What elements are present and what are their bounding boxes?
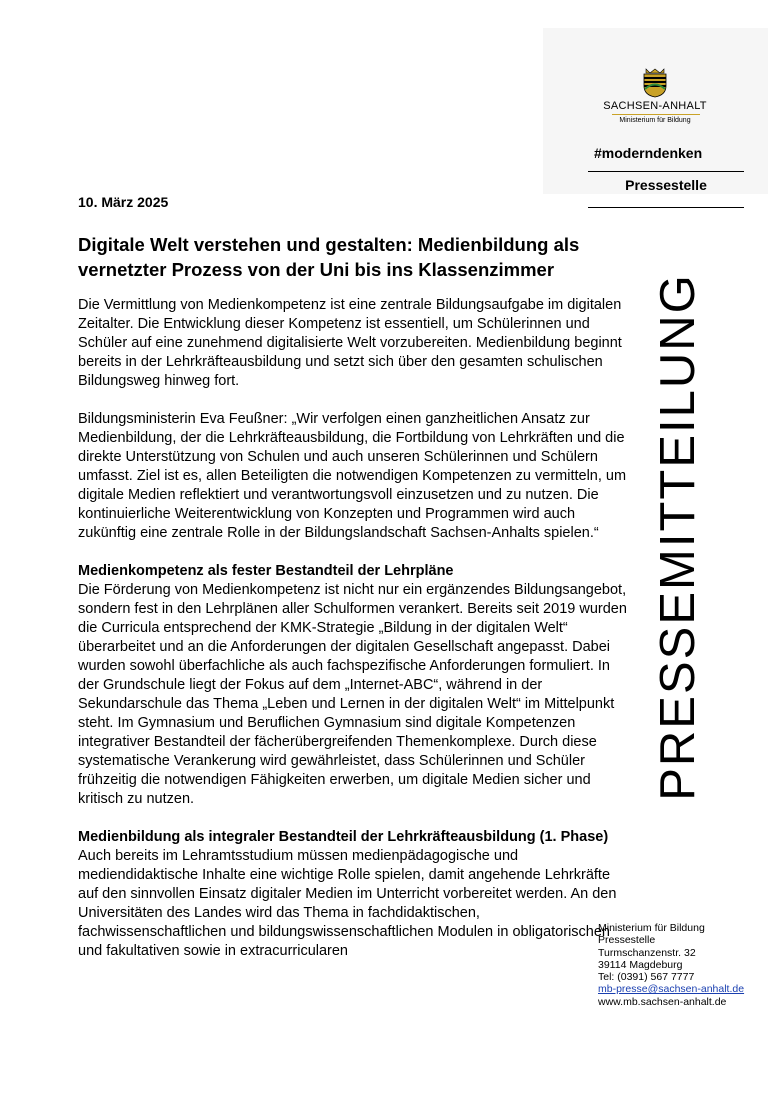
divider-top: [588, 171, 744, 172]
section-heading-lehrplaene: Medienkompetenz als fester Bestandteil der Lehrpläne: [78, 563, 454, 579]
divider-bottom: [588, 207, 744, 208]
footer-pressestelle: Pressestelle: [598, 934, 656, 947]
state-name: SACHSEN-ANHALT: [603, 100, 707, 112]
hashtag: #moderndenken: [594, 145, 703, 161]
release-date: 10. März 2025: [78, 194, 169, 210]
paragraph-intro: Die Vermittlung von Medienkompetenz ist eine zentrale Bildungsaufgabe im digitalen Zeitalter. Die Entwicklung dieser Kompetenz ist essentiell, um Schülerinnen und Schüler auf eine zunehmend digitalisierte Welt vorzubereiten. Medienbildung beginnt bereits in der Lehrkräfteausbildung und setzt sich über den gesamten schulischen Bildungsweg hinweg fort.: [78, 297, 622, 389]
footer-street: Turmschanzenstr. 32: [598, 946, 696, 959]
logo-divider: [612, 114, 700, 115]
section-heading-lehrkraefte: Medienbildung als integraler Bestandteil der Lehrkräfteausbildung (1. Phase): [78, 829, 609, 845]
article-body: [78, 232, 630, 980]
vertical-title: PRESSEMITTEILUNG: [651, 273, 705, 801]
ministry-logo-text: Ministerium für Bildung: [619, 117, 691, 124]
pressestelle-label: Pressestelle: [625, 177, 707, 193]
coat-of-arms-icon: [642, 68, 668, 98]
footer-ministry: Ministerium für Bildung: [598, 922, 705, 934]
footer-website[interactable]: www.mb.sachsen-anhalt.de: [598, 995, 727, 1008]
contact-footer: [598, 922, 744, 1008]
footer-email-link[interactable]: mb-presse@sachsen-anhalt.de: [598, 983, 745, 996]
section-text-lehrkraefte: Auch bereits im Lehramtsstudium müssen medienpädagogische und mediendidaktische Inhalte eine wichtige Rolle spielen, damit angehende Lehrkräfte auf den sinnvollen Einsatz digitaler Medien im Unterricht vorbereitet werden. An den Universitäten des Landes wird das Thema in fachdidaktischen, fachwissenschaftlichen und bildungswissenschaftlichen Modulen in obligatorischen und fakultativen sowie in extracurricularen: [78, 848, 617, 959]
section-text-lehrplaene: Die Förderung von Medienkompetenz ist nicht nur ein ergänzendes Bildungsangebot, sondern fest in den Lehrplänen aller Schulformen verankert. Bereits seit 2019 wurden die Curricula entsprechend der KMK-Strategie „Bildung in der digitalen Welt“ überarbeitet und an die Anforderungen der digitalen Gesellschaft angepasst. Dabei wurden sowohl überfachliche als auch fachspezifische Anforderungen formuliert. In der Grundschule liegt der Fokus auf dem „Internet-ABC“, während in der Sekundarschule das Thema „Leben und Lernen in der digitalen Welt“ im Mittelpunkt steht. Im Gymnasium und Beruflichen Gymnasium sind digitale Kompetenzen integrativer Bestandteil der fächerübergreifenden Themenkomplexe. Durch diese systematische Verankerung wird gewährleistet, dass Schülerinnen und Schüler frühzeitig die notwendigen Fähigkeiten erwerben, um digitale Medien sicher und kritisch zu nutzen.: [78, 582, 627, 807]
headline: Digitale Welt verstehen und gestalten: Medienbildung als vernetzter Prozess von der Uni bis ins Klassenzimmer: [78, 234, 580, 280]
paragraph-quote: Bildungsministerin Eva Feußner: „Wir verfolgen einen ganzheitlichen Ansatz zur Medienbildung, der die Lehrkräfteausbildung, die Fortbildung von Lehrkräften und die direkte Unterstützung von Schulen und auch unseren Schülerinnen und Schülern umfasst. Ziel ist es, allen Beteiligten die notwendigen Kompetenzen zu vermitteln, um digitale Medien reflektiert und verantwortungsvoll einzusetzen und zu nutzen. Die kontinuierliche Weiterentwicklung von Konzepten und Programmen wird auch zukünftig eine zentrale Rolle in der Bildungslandschaft Sachsen-Anhalts spielen.“: [78, 411, 627, 541]
footer-city: 39114 Magdeburg: [598, 958, 683, 971]
footer-phone: Tel: (0391) 567 7777: [598, 971, 695, 984]
